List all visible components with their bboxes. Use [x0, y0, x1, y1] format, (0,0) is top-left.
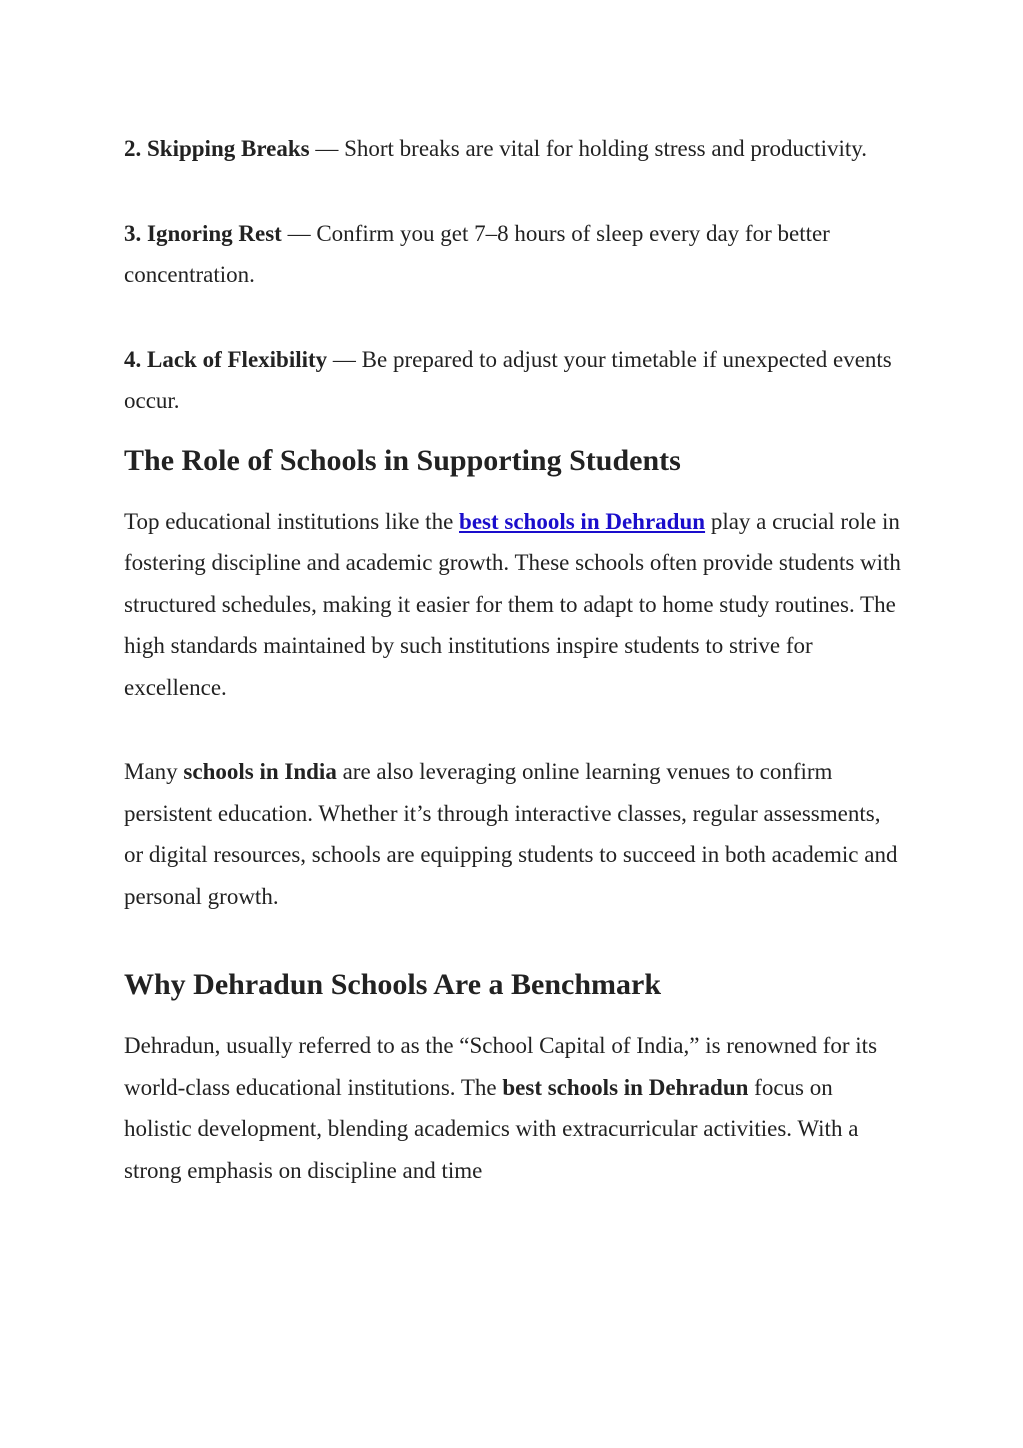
paragraph-text: Many — [124, 759, 184, 784]
list-item-term: 2. Skipping Breaks — [124, 136, 310, 161]
paragraph-text: focus on holistic development, blending academics with extracurricular activities. With a strong emphasis on discipline and time — [124, 1074, 859, 1183]
list-item-text: — Short breaks are vital for holding stress and productivity. — [309, 136, 868, 161]
paragraph-text: Dehradun, usually referred to as the “School Capital of India,” is renowned for its world-class educational institutions. The — [124, 1033, 878, 1100]
paragraph-text: are also leveraging online learning venues to confirm persistent education. Whether it’s through interactive classes, regular assessments, or digital resources, schools are equipping students to succeed in both academic and personal growth. — [124, 759, 898, 909]
paragraph-text: play a crucial role in fostering discipline and academic growth. These schools often provide students with structured schedules, making it easier for them to adapt to home study routines. The high standards maintained by such institutions inspire students to strive for excellence. — [124, 508, 901, 700]
paragraph-role-1 — [124, 501, 904, 709]
document-page — [124, 128, 904, 1234]
paragraph-text: Top educational institutions like the — [124, 508, 460, 534]
paragraph-role-2 — [124, 751, 904, 917]
list-item-term: 3. Ignoring Rest — [124, 220, 282, 246]
list-item-term: 4. Lack of Flexibility — [124, 346, 328, 372]
bold-phrase: best schools in Dehradun — [502, 1074, 749, 1100]
list-item-lack-of-flexibility — [124, 339, 904, 422]
bold-phrase: schools in India — [183, 759, 337, 784]
list-item-skipping-breaks — [124, 128, 904, 170]
heading-why-dehradun: Why Dehradun Schools Are a Benchmark — [124, 968, 662, 1001]
best-schools-dehradun-link[interactable]: best schools in Dehradun — [459, 508, 706, 534]
list-item-text: — Confirm you get 7–8 hours of sleep every day for better concentration. — [124, 220, 830, 287]
paragraph-why-1 — [124, 1025, 904, 1191]
heading-role-of-schools: The Role of Schools in Supporting Students — [124, 443, 681, 477]
list-item-text: — Be prepared to adjust your timetable if unexpected events occur. — [124, 346, 892, 413]
list-item-ignoring-rest — [124, 213, 904, 296]
